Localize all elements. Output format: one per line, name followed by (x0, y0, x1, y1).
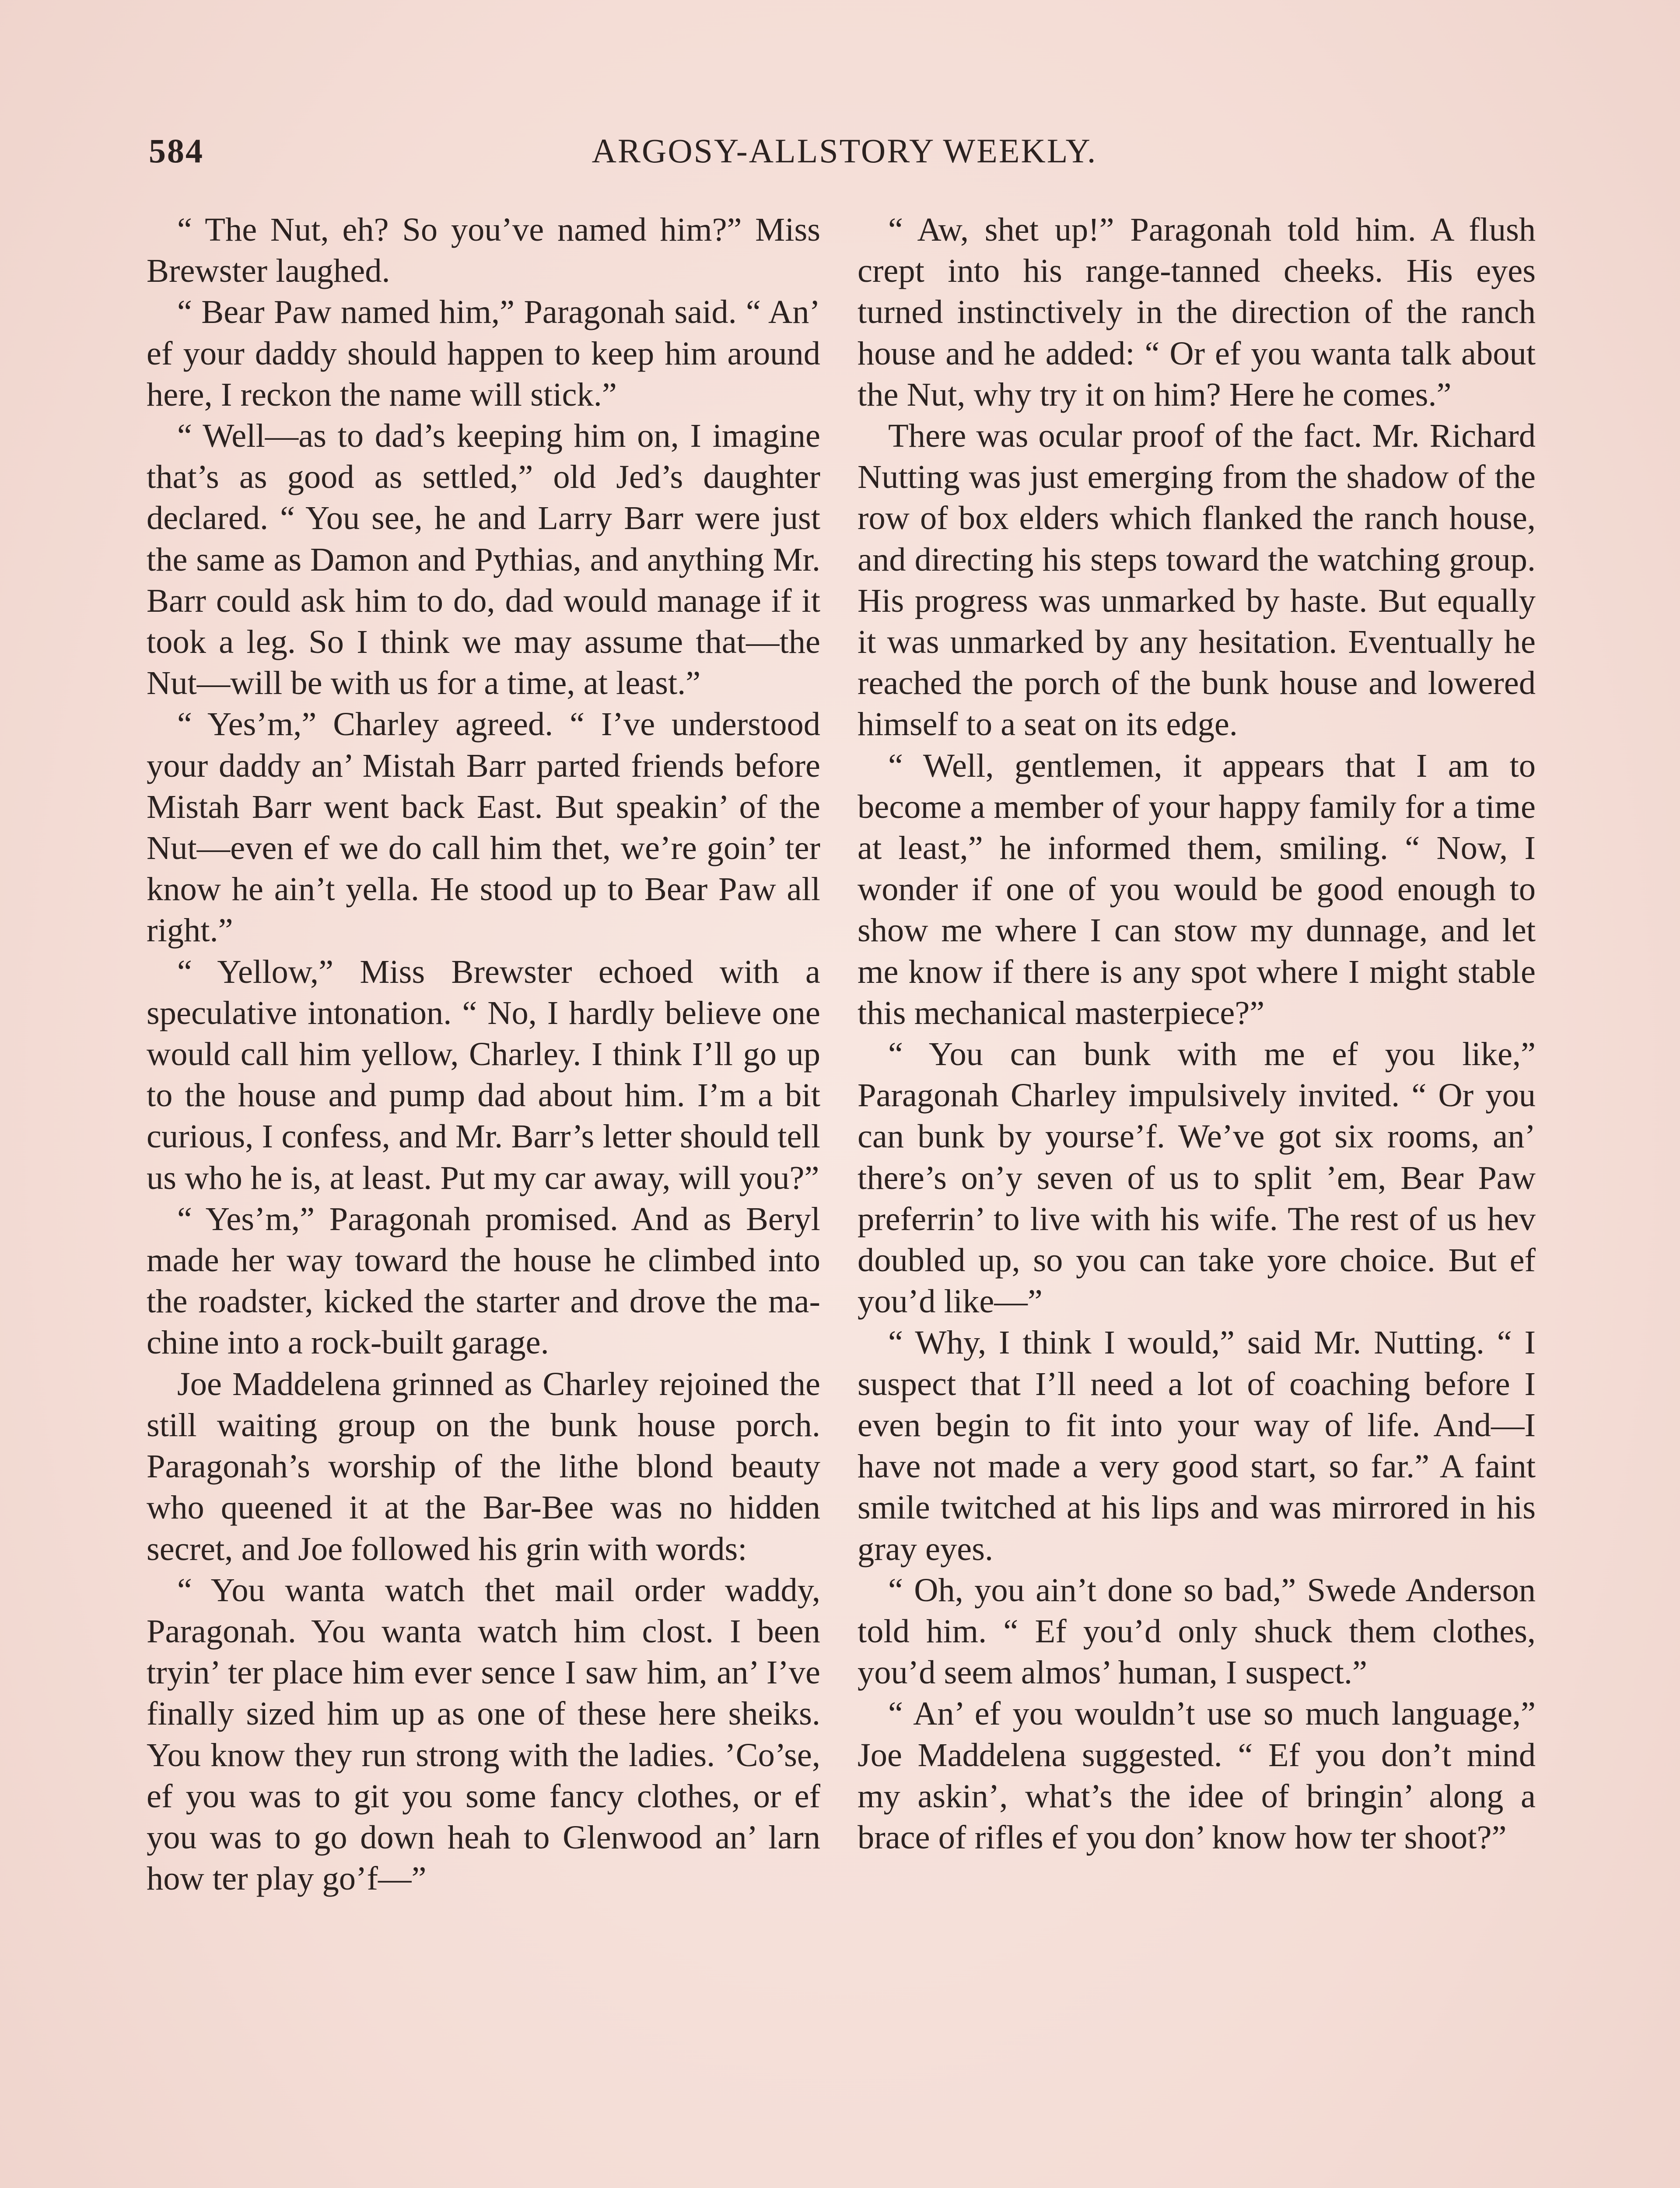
paragraph: “ Yes’m,” Charley agreed. “ I’ve understood your daddy an’ Mistah Barr parted friends before Mistah Barr went back East. But speakin’ of the Nut—even ef we do call him thet, we’re goin’ ter know he ain’t yella. He stood up to Bear Paw all right.” (147, 705, 820, 949)
paragraph: “ You wanta watch thet mail order waddy, Paragonah. You wanta watch him clost. I been tryin’ ter place him ever sence I saw him, an’ I’ve finally sized him up as one of these here sheiks. You know they run strong with the ladies. ’Co’se, ef you was to git you some fancy clothes, or ef you was to go down heah to Glenwood an’ larn how ter play go’f—” (147, 1571, 820, 1897)
paragraph: “ Bear Paw named him,” Paragonah said. “ An’ ef your daddy should happen to keep him around here, I reckon the name will stick.” (147, 293, 820, 413)
running-head: ARGOSY-ALLSTORY WEEKLY. (592, 132, 1097, 170)
paragraph: “ Well—as to dad’s keeping him on, I imagine that’s as good as settled,” old Jed’s daughter declared. “ You see, he and Larry Barr were just the same as Damon and Pythias, and anything Mr. Barr could ask him to do, dad would manage if it took a leg. So I think we may assume that—the Nut—will be with us for a time, at least.” (147, 417, 820, 702)
paragraph: “ Well, gentlemen, it appears that I am to become a member of your happy family for a time at least,” he informed them, smiling. “ Now, I wonder if one of you would be good enough to show me where I can stow my dunnage, and let me know if there is any spot where I might stable this mechanical masterpiece?” (858, 747, 1536, 1031)
paragraph: “ Yellow,” Miss Brewster echoed with a speculative intonation. “ No, I hardly believe one would call him yellow, Charley. I think I’ll go up to the house and pump dad about him. I’m a bit curious, I confess, and Mr. Barr’s letter should tell us who he is, at least. Put my car away, will you?” (147, 953, 820, 1196)
paragraph: “ The Nut, eh? So you’ve named him?” Miss Brewster laughed. (147, 211, 820, 290)
paragraph: “ Why, I think I would,” said Mr. Nutting. “ I suspect that I’ll need a lot of coaching before I even begin to fit into your way of life. And—I have not made a very good start, so far.” A faint smile twitched at his lips and was mirrored in his gray eyes. (858, 1324, 1536, 1567)
paragraph: Joe Maddelena grinned as Charley rejoined the still waiting group on the bunk house porch. Paragonah’s worship of the lithe blond beauty who queened it at the Bar-Bee was no hidden secret, and Joe followed his grin with words: (147, 1365, 820, 1567)
paragraph: “ You can bunk with me ef you like,” Paragonah Charley impulsively invited. “ Or you can bunk by yourse’f. We’ve got six rooms, an’ there’s on’y seven of us to split ’em, Bear Paw preferrin’ to live with his wife. The rest of us hev doubled up, so you can take yore choice. But ef you’d like—” (858, 1035, 1536, 1320)
page-header (149, 131, 1540, 179)
paragraph: There was ocular proof of the fact. Mr. Richard Nutting was just emerging from the shadow of the row of box elders which flanked the ranch house, and directing his steps toward the watching group. His progress was unmarked by haste. But equally it was unmarked by any hesitation. Eventually he reached the porch of the bunk house and lowered himself to a seat on its edge. (858, 417, 1536, 743)
paragraph: “ Oh, you ain’t done so bad,” Swede Anderson told him. “ Ef you’d only shuck them clothes, you’d seem almos’ human, I suspect.” (858, 1571, 1536, 1691)
page-number: 584 (149, 132, 204, 170)
right-column (858, 209, 1536, 1858)
paragraph: “ Yes’m,” Paragonah promised. And as Beryl made her way toward the house he climbed into the roadster, kicked the starter and drove the machine into a rock-built garage. (147, 1200, 820, 1361)
paragraph: “ An’ ef you wouldn’t use so much language,” Joe Maddelena suggested. “ Ef you don’t mind my askin’, what’s the idee of bringin’ along a brace of rifles ef you don’ know how ter shoot?” (858, 1695, 1536, 1856)
left-column (147, 209, 820, 1899)
paragraph: “ Aw, shet up!” Paragonah told him. A flush crept into his range-tanned cheeks. His eyes turned instinctively in the direction of the ranch house and he added: “ Or ef you wanta talk about the Nut, why try it on him? Here he comes.” (858, 211, 1536, 413)
